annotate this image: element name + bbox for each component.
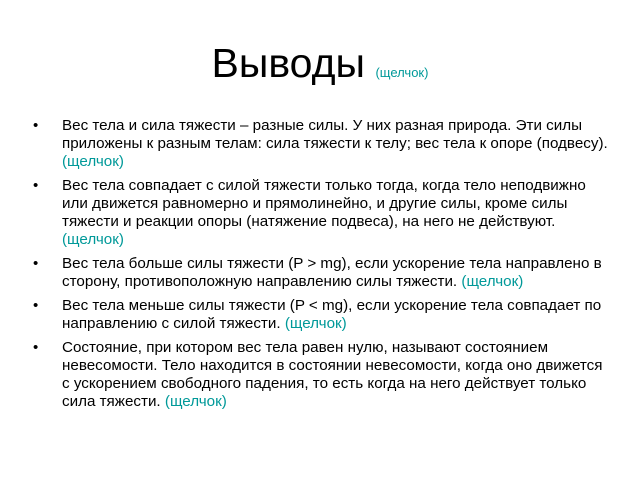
click-link[interactable]: (щелчок)	[62, 231, 124, 248]
bullet-icon: •	[33, 177, 39, 194]
bullet-item	[0, 297, 640, 333]
bullet-icon: •	[33, 339, 39, 356]
bullet-text: Вес тела больше силы тяжести (P > mg), если ускорение тела направлено в сторону, противоположную направлению силы тяжести.	[62, 255, 602, 290]
title-click-link[interactable]: (щелчок)	[375, 65, 429, 80]
bullet-list	[0, 117, 640, 417]
click-link[interactable]: (щелчок)	[62, 153, 124, 170]
click-link[interactable]: (щелчок)	[284, 315, 347, 332]
bullet-text: Состояние, при котором вес тела равен нулю, называют состоянием невесомости. Тело находится в состоянии невесомости, когда оно движется с ускорением свободного падения, то есть когда на него действует только сила тяжести.	[62, 339, 603, 410]
bullet-text: Вес тела совпадает с силой тяжести только тогда, когда тело неподвижно или движется равномерно и прямолинейно, и другие силы, кроме силы тяжести и реакции опоры (натяжение подвеса), на него не действуют.	[62, 177, 586, 230]
slide-title: Выводы	[211, 40, 365, 86]
bullet-item	[0, 255, 640, 291]
bullet-icon: •	[33, 297, 39, 314]
bullet-text: Вес тела и сила тяжести – разные силы. У них разная природа. Эти силы приложены к разным телам: сила тяжести к телу; вес тела к опоре (подвесу).	[62, 117, 608, 152]
bullet-item	[0, 339, 640, 411]
click-link[interactable]: (щелчок)	[164, 393, 227, 410]
bullet-item	[0, 177, 640, 249]
click-link[interactable]: (щелчок)	[461, 273, 524, 290]
slide-title-row	[0, 40, 640, 96]
bullet-icon: •	[33, 255, 39, 272]
bullet-icon: •	[33, 117, 39, 134]
bullet-text: Вес тела меньше силы тяжести (P < mg), если ускорение тела совпадает по направлению с силой тяжести.	[62, 297, 602, 332]
bullet-item	[0, 117, 640, 171]
